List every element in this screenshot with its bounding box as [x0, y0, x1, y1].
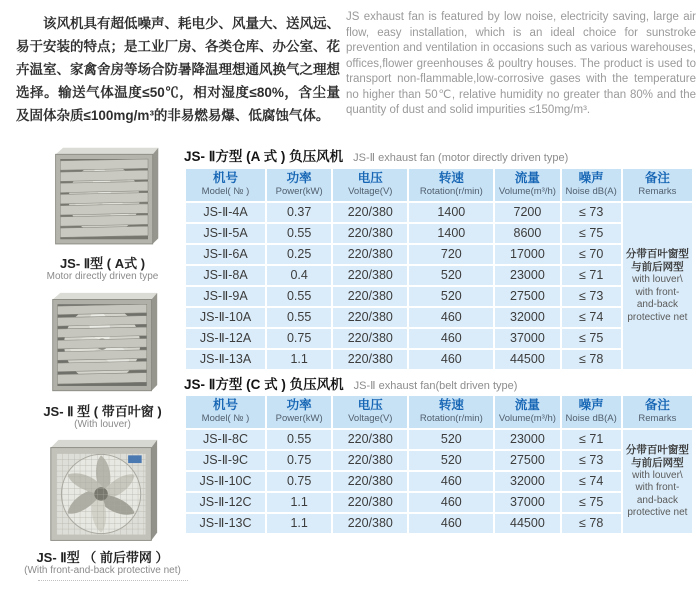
cell-model: JS-Ⅱ-13C — [186, 514, 265, 533]
table-a-title-zh: JS- Ⅱ方型 (A 式 ) 负压风机 — [184, 149, 344, 164]
remarks-c-en-line4: protective net — [627, 507, 688, 518]
header-model-zh: 机号 — [213, 171, 239, 185]
table-row — [186, 266, 692, 285]
header-model-en: Model( № ) — [201, 413, 250, 424]
cell-rotation: 460 — [409, 329, 493, 348]
product-caption-2-zh: JS- Ⅱ 型 ( 带百叶窗 ) — [43, 404, 162, 419]
cell-voltage: 220/380 — [333, 266, 407, 285]
header-model-zh: 机号 — [213, 398, 239, 412]
cell-volume: 44500 — [495, 350, 559, 369]
remarks-cell-a — [623, 203, 692, 369]
cell-power: 1.1 — [267, 514, 331, 533]
cell-volume: 32000 — [495, 308, 559, 327]
cell-power: 0.55 — [267, 224, 331, 243]
cell-power: 0.55 — [267, 308, 331, 327]
remarks-a-en-line4: protective net — [627, 311, 688, 323]
header-power-zh: 功率 — [286, 398, 312, 412]
cell-model: JS-Ⅱ-5A — [186, 224, 265, 243]
header-noise-zh: 噪声 — [578, 171, 604, 185]
fan-photo-a-type — [50, 144, 162, 258]
cell-voltage: 220/380 — [333, 203, 407, 222]
cell-model: JS-Ⅱ-8C — [186, 430, 265, 449]
header-noise-zh: 噪声 — [578, 398, 604, 412]
cell-volume: 17000 — [495, 245, 559, 264]
product-caption-1-en: Motor directly driven type — [46, 271, 159, 282]
cell-voltage: 220/380 — [333, 224, 407, 243]
remarks-c-en-line3: and-back — [636, 494, 678, 506]
header-power — [267, 396, 331, 428]
remarks-c-zh-line1: 分带百叶窗型 — [625, 443, 689, 456]
header-power — [267, 169, 331, 201]
cell-rotation: 1400 — [409, 203, 493, 222]
header-remarks-en: Remarks — [638, 186, 677, 197]
table-c-title — [184, 373, 517, 394]
remarks-a-en-line1: with louver\ — [632, 274, 683, 285]
remarks-a-en-line3: and-back — [636, 299, 678, 310]
header-volume-zh: 流量 — [514, 171, 540, 185]
remarks-c-en-line1: with louver\ — [632, 469, 683, 481]
cell-voltage: 220/380 — [333, 493, 407, 512]
header-remarks-en: Remarks — [638, 413, 677, 424]
cell-voltage: 220/380 — [333, 451, 407, 470]
cell-rotation: 460 — [409, 514, 493, 533]
cell-rotation: 720 — [409, 245, 493, 264]
table-row — [186, 514, 692, 533]
table-row — [186, 350, 692, 369]
cell-voltage: 220/380 — [333, 245, 407, 264]
cell-model: JS-Ⅱ-9C — [186, 451, 265, 470]
fan-photo-with-louver — [45, 290, 163, 404]
cell-volume: 44500 — [495, 514, 559, 533]
cell-model: JS-Ⅱ-12C — [186, 493, 265, 512]
table-row — [186, 493, 692, 512]
cell-noise: ≤ 75 — [562, 329, 621, 348]
cell-voltage: 220/380 — [333, 329, 407, 348]
remarks-cell-c — [623, 430, 692, 533]
cell-rotation: 460 — [409, 308, 493, 327]
cell-voltage: 220/380 — [333, 350, 407, 369]
cell-volume: 7200 — [495, 203, 559, 222]
cell-noise: ≤ 73 — [562, 203, 621, 222]
cell-volume: 27500 — [495, 451, 559, 470]
header-volume-en: Volume(m³/h) — [498, 413, 556, 424]
cell-power: 0.25 — [267, 245, 331, 264]
table-c-title-zh: JS- Ⅱ方型 (C 式 ) 负压风机 — [184, 377, 344, 392]
header-voltage — [333, 396, 407, 428]
cell-voltage: 220/380 — [333, 514, 407, 533]
cell-power: 0.75 — [267, 451, 331, 470]
remarks-a-en-line2: with front- — [635, 286, 680, 298]
header-noise — [562, 396, 621, 428]
cell-rotation: 460 — [409, 350, 493, 369]
header-remarks-zh: 备注 — [644, 398, 670, 412]
table-c-title-en: JS-Ⅱ exhaust fan(belt driven type) — [353, 380, 518, 392]
header-power-en: Power(kW) — [275, 186, 323, 197]
spec-table-c — [184, 394, 694, 535]
cell-noise: ≤ 74 — [562, 308, 621, 327]
product-caption-3-en: (With front-and-back protective net) — [24, 565, 181, 576]
table-row — [186, 245, 692, 264]
cell-volume: 23000 — [495, 430, 559, 449]
table-row — [186, 224, 692, 243]
cell-noise: ≤ 74 — [562, 472, 621, 491]
cell-volume: 8600 — [495, 224, 559, 243]
header-volume-en: Volume(m³/h) — [498, 186, 556, 197]
cell-rotation: 460 — [409, 493, 493, 512]
cell-volume: 37000 — [495, 329, 559, 348]
header-volume — [495, 169, 559, 201]
cell-model: JS-Ⅱ-6A — [186, 245, 265, 264]
remarks-c-zh-line2: 与前后网型 — [631, 456, 684, 469]
header-volume-zh: 流量 — [514, 398, 540, 412]
remarks-a-zh-line2: 与前后网型 — [631, 261, 684, 273]
header-voltage-en: Voltage(V) — [348, 413, 393, 424]
table-row — [186, 203, 692, 222]
table-row — [186, 308, 692, 327]
cell-volume: 32000 — [495, 472, 559, 491]
table-row — [186, 451, 692, 470]
cell-power: 0.55 — [267, 287, 331, 306]
cell-rotation: 520 — [409, 451, 493, 470]
table-a-title — [184, 145, 568, 166]
product-caption-1-zh: JS- Ⅱ型 ( A式 ) — [59, 256, 146, 271]
header-rotation-en: Rotation(r/min) — [419, 413, 483, 424]
cell-model: JS-Ⅱ-10C — [186, 472, 265, 491]
cell-noise: ≤ 71 — [562, 266, 621, 285]
cell-voltage: 220/380 — [333, 308, 407, 327]
header-voltage-en: Voltage(V) — [348, 186, 393, 197]
cell-voltage: 220/380 — [333, 430, 407, 449]
cell-rotation: 520 — [409, 287, 493, 306]
cell-volume: 37000 — [495, 493, 559, 512]
table-row — [186, 472, 692, 491]
fan-photo-protective-net — [42, 436, 164, 552]
header-rotation — [409, 169, 493, 201]
cell-power: 0.75 — [267, 329, 331, 348]
table-row — [186, 430, 692, 449]
cell-power: 1.1 — [267, 493, 331, 512]
table-a-title-en: JS-Ⅱ exhaust fan (motor directly driven type) — [353, 152, 569, 164]
header-power-zh: 功率 — [286, 171, 312, 185]
cell-model: JS-Ⅱ-9A — [186, 287, 265, 306]
table-c-header-row — [186, 396, 692, 428]
bottom-dotted-divider — [38, 580, 188, 581]
header-remarks-zh: 备注 — [644, 171, 670, 185]
cell-noise: ≤ 78 — [562, 350, 621, 369]
header-volume — [495, 396, 559, 428]
cell-noise: ≤ 75 — [562, 224, 621, 243]
cell-noise: ≤ 78 — [562, 514, 621, 533]
header-remarks — [623, 169, 692, 201]
cell-model: JS-Ⅱ-8A — [186, 266, 265, 285]
header-rotation-zh: 转速 — [438, 171, 464, 185]
cell-rotation: 520 — [409, 266, 493, 285]
product-caption-2-en: (With louver) — [74, 419, 131, 430]
cell-rotation: 1400 — [409, 224, 493, 243]
header-remarks — [623, 396, 692, 428]
cell-model: JS-Ⅱ-13A — [186, 350, 265, 369]
cell-noise: ≤ 75 — [562, 493, 621, 512]
intro-paragraph-en: JS exhaust fan is featured by low noise, electricity saving, large air flow, easy installation, which is an ideal choice for sunstroke prevention and ventilation in occasions such as various warehouses, offices,flower greenhouses & poultry houses. The product is used to transport non-flammable,low-corrosive gases with the temperature no higher than 50℃, relative humidity no greater than 80% and the quantity of dust and solid impurities ≤150mg/m³. — [346, 11, 696, 116]
header-rotation-en: Rotation(r/min) — [419, 186, 483, 197]
intro-paragraph-zh: 该风机具有超低噪声、耗电少、风量大、送风远、易于安装的特点；是工业厂房、各类仓库、办公室、花卉温室、家禽舍房等场合防暑降温理想通风换气之理想选择。输送气体温度≤50℃，相对湿度≤80%，含尘量及固体杂质≤100mg/m³的非易燃易爆、低腐蚀气体。 — [16, 16, 340, 123]
cell-noise: ≤ 73 — [562, 451, 621, 470]
header-rotation-zh: 转速 — [438, 398, 464, 412]
product-caption-1 — [20, 256, 185, 283]
cell-rotation: 460 — [409, 472, 493, 491]
header-model — [186, 169, 265, 201]
table-row — [186, 329, 692, 348]
cell-volume: 23000 — [495, 266, 559, 285]
cell-power: 0.75 — [267, 472, 331, 491]
cell-noise: ≤ 70 — [562, 245, 621, 264]
product-caption-3 — [20, 550, 185, 577]
cell-noise: ≤ 73 — [562, 287, 621, 306]
header-voltage-zh: 电压 — [357, 398, 383, 412]
header-model-en: Model( № ) — [201, 186, 250, 197]
remarks-a-zh-line1: 分带百叶窗型 — [625, 248, 689, 260]
cell-voltage: 220/380 — [333, 287, 407, 306]
header-voltage — [333, 169, 407, 201]
table-row — [186, 287, 692, 306]
header-voltage-zh: 电压 — [357, 171, 383, 185]
cell-rotation: 520 — [409, 430, 493, 449]
cell-model: JS-Ⅱ-12A — [186, 329, 265, 348]
header-rotation — [409, 396, 493, 428]
header-power-en: Power(kW) — [275, 413, 323, 424]
remarks-c-en-line2: with front- — [635, 482, 680, 493]
header-noise-en: Noise dB(A) — [565, 413, 617, 424]
header-noise — [562, 169, 621, 201]
cell-power: 0.4 — [267, 266, 331, 285]
cell-power: 0.55 — [267, 430, 331, 449]
cell-noise: ≤ 71 — [562, 430, 621, 449]
cell-power: 0.37 — [267, 203, 331, 222]
table-a-header-row — [186, 169, 692, 201]
spec-table-a — [184, 167, 694, 371]
header-model — [186, 396, 265, 428]
cell-voltage: 220/380 — [333, 472, 407, 491]
cell-power: 1.1 — [267, 350, 331, 369]
cell-volume: 27500 — [495, 287, 559, 306]
cell-model: JS-Ⅱ-10A — [186, 308, 265, 327]
header-noise-en: Noise dB(A) — [565, 186, 617, 197]
product-caption-2 — [20, 404, 185, 431]
cell-model: JS-Ⅱ-4A — [186, 203, 265, 222]
product-caption-3-zh: JS- Ⅱ型 （ 前后带网 ） — [36, 550, 169, 565]
